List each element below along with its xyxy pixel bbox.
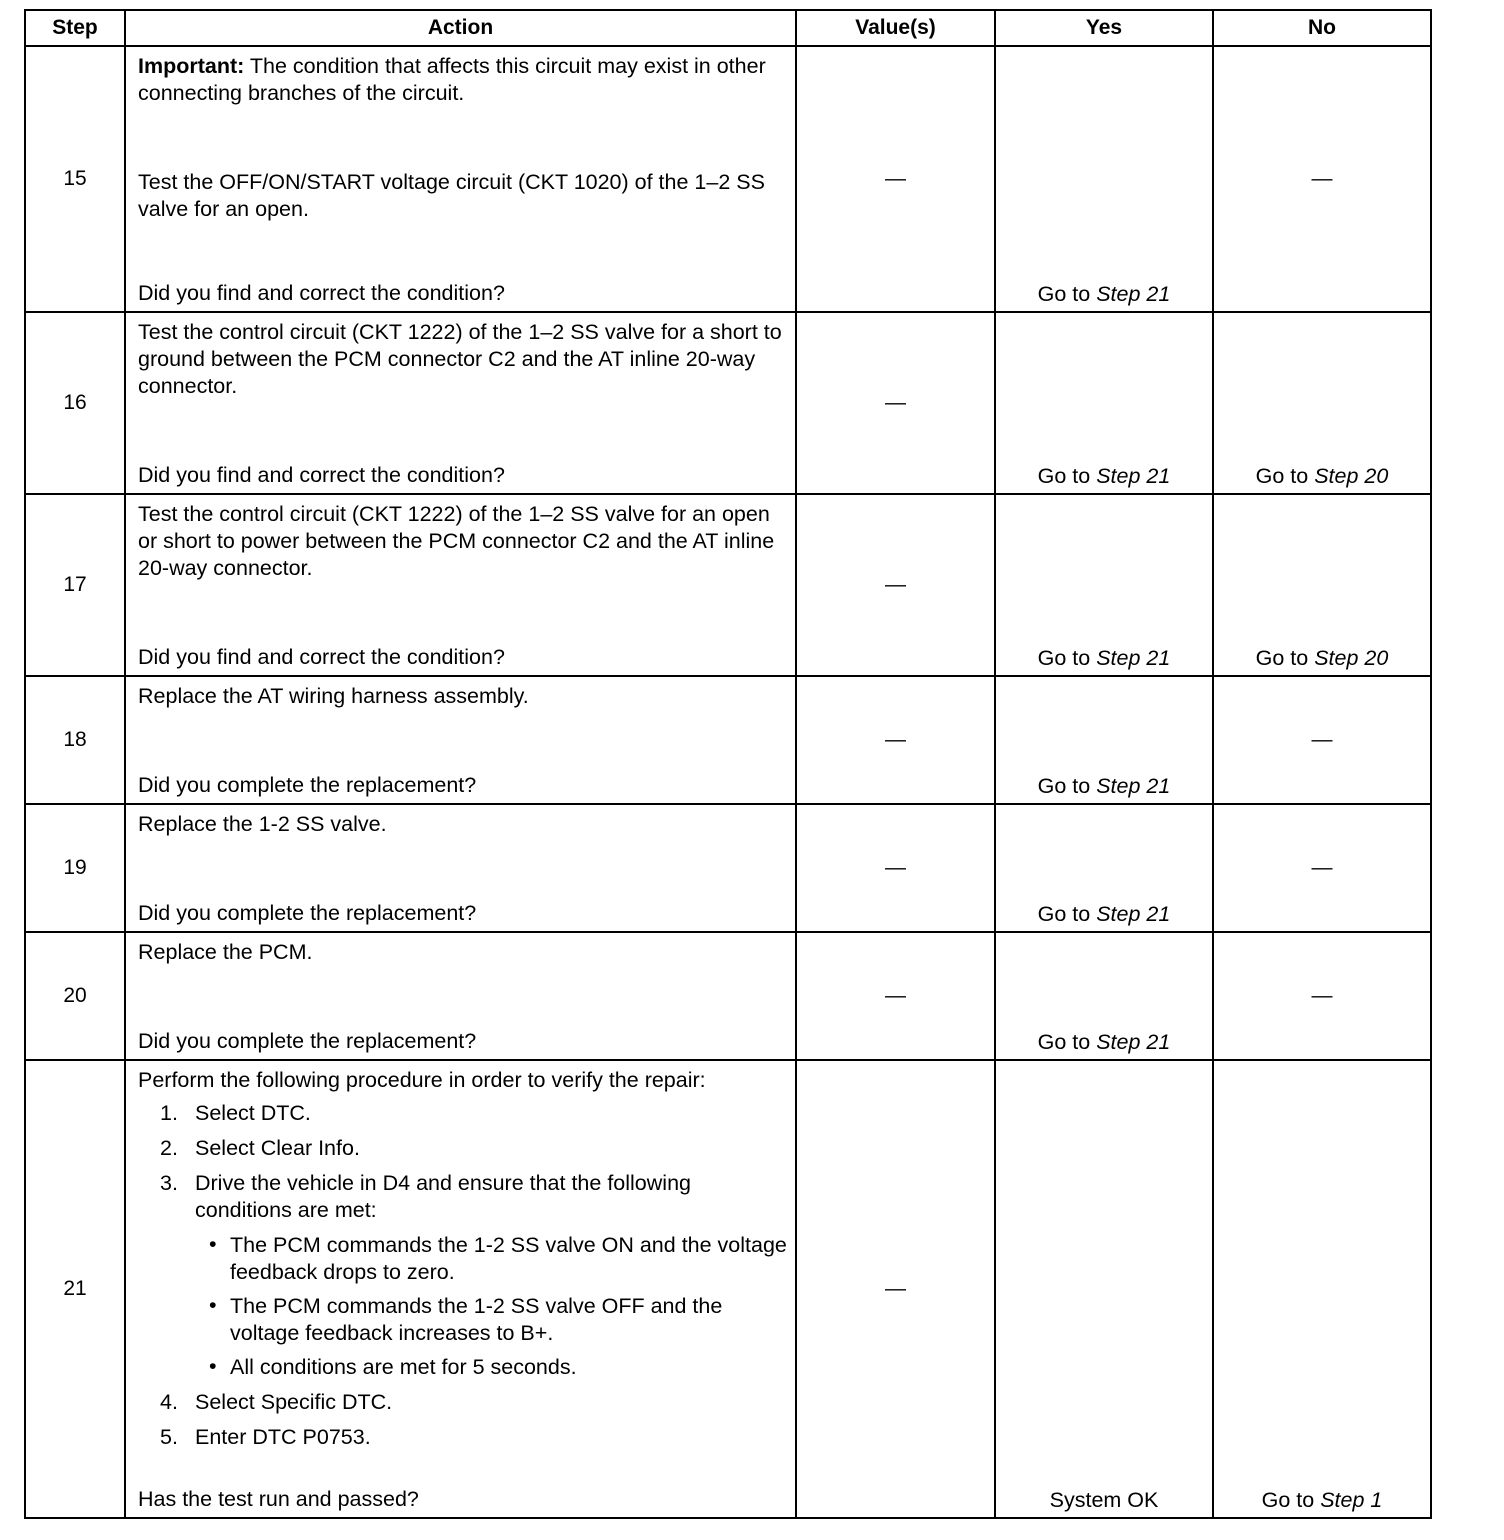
action-cell xyxy=(125,676,796,804)
no-cell: — xyxy=(1213,804,1431,932)
action-question: Did you complete the replacement? xyxy=(138,901,477,925)
procedure-step: 5. Enter DTC P0753. xyxy=(160,1425,371,1449)
procedure-step: 2. Select Clear Info. xyxy=(160,1136,360,1160)
table-row xyxy=(25,312,1431,494)
procedure-step: 1. Select DTC. xyxy=(160,1101,311,1125)
table-row xyxy=(25,494,1431,676)
yes-link[interactable]: Go to Step 21 xyxy=(1037,646,1171,670)
step-number: 16 xyxy=(25,312,125,494)
value-cell: — xyxy=(796,312,995,494)
header-step: Step xyxy=(25,10,125,46)
no-cell: — xyxy=(1213,46,1431,312)
important-note xyxy=(138,53,787,107)
value-cell: — xyxy=(796,932,995,1060)
yes-cell xyxy=(995,46,1213,312)
value-cell: — xyxy=(796,1060,995,1518)
action-cell xyxy=(125,494,796,676)
yes-link[interactable]: Go to Step 21 xyxy=(1037,902,1171,926)
header-values: Value(s) xyxy=(796,10,995,46)
value-cell: — xyxy=(796,804,995,932)
condition-item: • All conditions are met for 5 seconds. xyxy=(209,1354,577,1379)
yes-link[interactable]: Go to Step 21 xyxy=(1037,1030,1171,1054)
conditions-list xyxy=(195,1232,787,1381)
action-cell xyxy=(125,1060,796,1518)
action-cell xyxy=(125,312,796,494)
no-cell xyxy=(1213,494,1431,676)
yes-link[interactable]: Go to Step 21 xyxy=(1037,464,1171,488)
header-action: Action xyxy=(125,10,796,46)
value-cell: — xyxy=(796,46,995,312)
action-question: Did you find and correct the condition? xyxy=(138,645,505,669)
header-row xyxy=(25,10,1431,46)
procedure-list xyxy=(138,1100,787,1451)
procedure-step: 3. Drive the vehicle in D4 and ensure that the following conditions are met: • The PCM commands the 1-2 SS valve ON and the voltage feedback drops to zero. • The PCM commands the 1-2 SS valve OFF and the voltage feedback increases to B+. • All conditions are met for 5 seconds. xyxy=(160,1171,787,1379)
yes-cell xyxy=(995,804,1213,932)
action-question: Did you find and correct the condition? xyxy=(138,281,505,305)
action-text: Replace the AT wiring harness assembly. xyxy=(138,684,529,708)
important-text: The condition that affects this circuit may exist in other connecting branches of the circuit. xyxy=(138,54,766,105)
value-cell: — xyxy=(796,494,995,676)
action-question: Has the test run and passed? xyxy=(138,1487,419,1511)
action-text: Test the OFF/ON/START voltage circuit (CKT 1020) of the 1–2 SS valve for an open. xyxy=(138,170,765,221)
step-number: 15 xyxy=(25,46,125,312)
procedure-step: 4. Select Specific DTC. xyxy=(160,1390,393,1414)
step-number: 20 xyxy=(25,932,125,1060)
step-number: 21 xyxy=(25,1060,125,1518)
value-cell: — xyxy=(796,676,995,804)
table-row xyxy=(25,932,1431,1060)
header-no: No xyxy=(1213,10,1431,46)
table-row xyxy=(25,676,1431,804)
yes-cell xyxy=(995,494,1213,676)
table-row xyxy=(25,46,1431,312)
diagnostic-table xyxy=(24,9,1432,1519)
no-cell xyxy=(1213,1060,1431,1518)
no-link[interactable]: Go to Step 1 xyxy=(1261,1488,1383,1512)
action-text: Perform the following procedure in order to verify the repair: xyxy=(138,1068,706,1092)
action-question: Did you complete the replacement? xyxy=(138,773,477,797)
action-cell xyxy=(125,804,796,932)
important-label: Important: xyxy=(138,54,245,78)
step-number: 19 xyxy=(25,804,125,932)
yes-cell xyxy=(995,676,1213,804)
no-link[interactable]: Go to Step 20 xyxy=(1255,464,1389,488)
condition-item: • The PCM commands the 1-2 SS valve OFF and the voltage feedback increases to B+. xyxy=(209,1293,723,1345)
table-row xyxy=(25,804,1431,932)
action-question: Did you find and correct the condition? xyxy=(138,463,505,487)
yes-link[interactable]: Go to Step 21 xyxy=(1037,282,1171,306)
step-number: 17 xyxy=(25,494,125,676)
table-row xyxy=(25,1060,1431,1518)
condition-item: • The PCM commands the 1-2 SS valve ON and the voltage feedback drops to zero. xyxy=(209,1232,787,1284)
header-yes: Yes xyxy=(995,10,1213,46)
action-text: Test the control circuit (CKT 1222) of the 1–2 SS valve for a short to ground between the PCM connector C2 and the AT inline 20-way connector. xyxy=(138,320,782,398)
yes-cell: System OK xyxy=(995,1060,1213,1518)
no-cell: — xyxy=(1213,676,1431,804)
no-cell: — xyxy=(1213,932,1431,1060)
action-cell xyxy=(125,932,796,1060)
action-text: Replace the 1-2 SS valve. xyxy=(138,812,387,836)
action-text: Test the control circuit (CKT 1222) of the 1–2 SS valve for an open or short to power between the PCM connector C2 and the AT inline 20-way connector. xyxy=(138,502,775,580)
bullet-icon: • xyxy=(209,1293,217,1317)
yes-link[interactable]: Go to Step 21 xyxy=(1037,774,1171,798)
bullet-icon: • xyxy=(209,1232,217,1256)
no-cell xyxy=(1213,312,1431,494)
bullet-icon: • xyxy=(209,1354,217,1378)
yes-cell xyxy=(995,932,1213,1060)
action-text: Replace the PCM. xyxy=(138,940,313,964)
action-cell xyxy=(125,46,796,312)
yes-cell xyxy=(995,312,1213,494)
action-question: Did you complete the replacement? xyxy=(138,1029,477,1053)
step-number: 18 xyxy=(25,676,125,804)
no-link[interactable]: Go to Step 20 xyxy=(1255,646,1389,670)
